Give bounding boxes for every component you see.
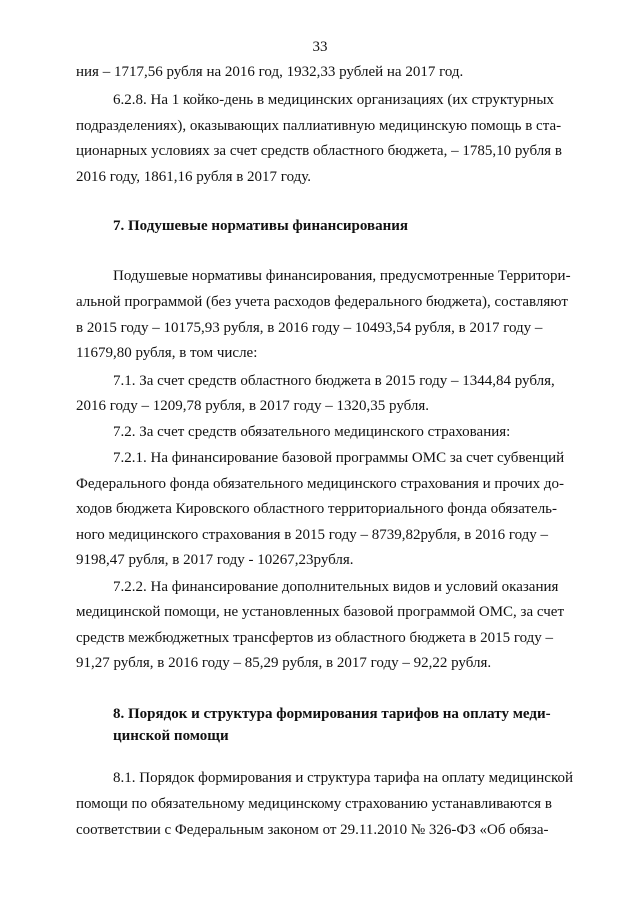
paragraph-line: 7.2.2. На финансирование дополнительных видов и условий оказания bbox=[113, 579, 559, 595]
paragraph-line: в 2015 году – 10175,93 рубля, в 2016 году – 10493,54 рубля, в 2017 году – bbox=[76, 320, 543, 336]
paragraph-line: 8.1. Порядок формирования и структура тарифа на оплату медицинской bbox=[113, 770, 574, 786]
paragraph-line: 2016 году, 1861,16 рубля в 2017 году. bbox=[76, 169, 312, 185]
paragraph-line: 7.2. За счет средств обязательного медицинского страхования: bbox=[113, 424, 511, 440]
paragraph-line: ного медицинского страхования в 2015 году – 8739,82рубля, в 2016 году – bbox=[76, 527, 549, 543]
paragraph-line: 91,27 рубля, в 2016 году – 85,29 рубля, в 2017 году – 92,22 рубля. bbox=[76, 655, 492, 671]
paragraph-line: Подушевые нормативы финансирования, предусмотренные Территори- bbox=[113, 268, 571, 284]
paragraph-line: 6.2.8. На 1 койко-день в медицинских организациях (их структурных bbox=[113, 92, 554, 108]
paragraph-line: ходов бюджета Кировского областного территориального фонда обязатель- bbox=[76, 501, 558, 517]
paragraph-line: ния – 1717,56 рубля на 2016 год, 1932,33 рублей на 2017 год. bbox=[76, 64, 464, 80]
paragraph-line: медицинской помощи, не установленных базовой программой ОМС, за счет bbox=[76, 604, 564, 620]
paragraph-line: 7.2.1. На финансирование базовой программы ОМС за счет субвенций bbox=[113, 450, 565, 466]
section-heading: цинской помощи bbox=[113, 728, 229, 744]
paragraph-line: альной программой (без учета расходов федерального бюджета), составляют bbox=[76, 294, 568, 310]
paragraph-line: 2016 году – 1209,78 рубля, в 2017 году – 1320,35 рубля. bbox=[76, 398, 430, 414]
paragraph-line: 11679,80 рубля, в том числе: bbox=[76, 345, 258, 361]
paragraph-line: средств межбюджетных трансфертов из областного бюджета в 2015 году – bbox=[76, 630, 554, 646]
paragraph-line: 7.1. За счет средств областного бюджета в 2015 году – 1344,84 рубля, bbox=[113, 373, 555, 389]
page-number: 33 bbox=[312, 39, 328, 55]
paragraph-line: ционарных условиях за счет средств областного бюджета, – 1785,10 рубля в bbox=[76, 143, 562, 159]
paragraph-line: Федерального фонда обязательного медицинского страхования и прочих до- bbox=[76, 476, 565, 492]
paragraph-line: 9198,47 рубля, в 2017 году - 10267,23рубля. bbox=[76, 552, 354, 568]
section-heading: 7. Подушевые нормативы финансирования bbox=[113, 218, 408, 234]
paragraph-line: подразделениях), оказывающих паллиативную медицинскую помощь в ста- bbox=[76, 118, 562, 134]
paragraph-line: соответствии с Федеральным законом от 29.11.2010 № 326-ФЗ «Об обяза- bbox=[76, 822, 549, 838]
section-heading: 8. Порядок и структура формирования тарифов на оплату меди- bbox=[113, 706, 551, 722]
paragraph-line: помощи по обязательному медицинскому страхованию устанавливаются в bbox=[76, 796, 552, 812]
